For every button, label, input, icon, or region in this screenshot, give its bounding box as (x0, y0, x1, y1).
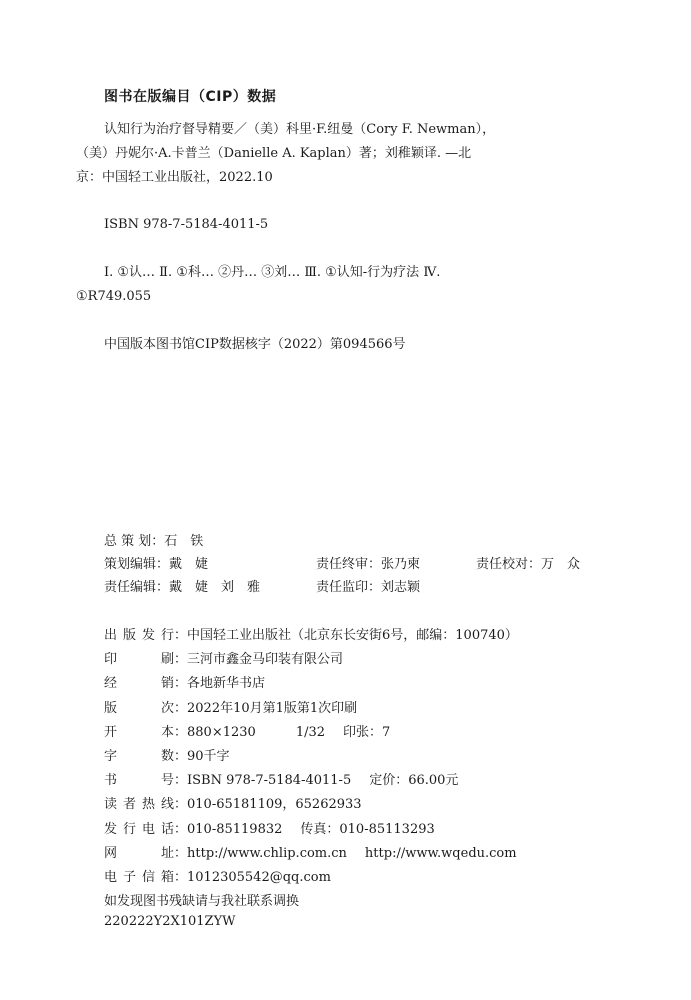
format-row: 开 本：880×1230 1/32 印张：7 (104, 721, 518, 745)
price: 定价：66.00元 (369, 773, 459, 789)
phone-row: 发行电话：010-85119832 传真：010-85113293 (104, 818, 518, 842)
edition-value: 2022年10月第1版第1次印刷 (187, 700, 358, 716)
cip-title: 图书在版编目（CIP）数据 (104, 89, 277, 105)
distributor-value: 各地新华书店 (187, 676, 266, 692)
publisher-label: 出版发行 (104, 628, 174, 643)
publisher-value: 中国轻工业出版社（北京东长安街6号，邮编：100740） (187, 628, 518, 643)
website-row: 网 址：http://www.chlip.com.cn http://www.wqedu.com (104, 842, 518, 866)
distributor-label: 经 销 (104, 676, 174, 692)
book-number-label: 书 号 (104, 773, 174, 789)
printed-sheets: 印张：7 (343, 724, 391, 740)
book-number-row: 书 号：ISBN 978-7-5184-4011-5 定价：66.00元 (104, 769, 518, 793)
code-row (104, 914, 518, 938)
format-value: 880×1230 (187, 724, 256, 740)
edition-label: 版 次 (104, 700, 174, 716)
book-code: 220222Y2X101ZYW (104, 914, 236, 930)
cip-description: 认知行为治疗督导精要／（美）科里·F.纽曼（Cory F. Newman），（美）丹妮尔·A.卡普兰（Danielle A. Kaplan）著；刘稚颖译. —北京：中国轻工业出版社，2022.10 (76, 122, 496, 185)
website-label: 网 址 (104, 845, 174, 861)
phone-value: 010-85119832 (187, 821, 283, 837)
proofreader: 责任校对：万 众 (476, 557, 581, 572)
words-row: 字 数：90千字 (104, 745, 518, 769)
website-link-1[interactable]: http://www.chlip.com.cn (187, 845, 347, 861)
distributor-row: 经 销：各地新华书店 (104, 672, 518, 696)
print-supervisor: 责任监印：刘志颖 (316, 580, 421, 595)
publisher-row: 出版发行：中国轻工业出版社（北京东长安街6号，邮编：100740） (104, 624, 518, 648)
phone-label: 发行电话 (104, 821, 174, 837)
fax: 传真：010-85113293 (300, 821, 435, 837)
words-label: 字 数 (104, 748, 174, 764)
format-label: 开 本 (104, 724, 174, 740)
responsible-editors: 责任编辑：戴 婕 刘 雅 (104, 580, 261, 595)
hotline-label: 读者热线 (104, 797, 174, 813)
printer-row: 印 刷：三河市鑫金马印装有限公司 (104, 648, 518, 672)
cip-classification: Ⅰ. ①认… Ⅱ. ①科… ②丹… ③刘… Ⅲ. ①认知-行为疗法 Ⅳ. ①R749.055 (76, 265, 441, 304)
final-reviewer: 责任终审：张乃柬 (316, 557, 421, 572)
email-row: 电子信箱：1012305542@qq.com (104, 866, 518, 890)
cip-isbn: ISBN 978-7-5184-4011-5 (104, 217, 269, 232)
notice-row (104, 890, 518, 914)
book-number-value: ISBN 978-7-5184-4011-5 (187, 773, 352, 789)
website-link-2[interactable]: http://www.wqedu.com (364, 845, 517, 861)
email-value[interactable]: 1012305542@qq.com (187, 869, 331, 885)
words-value: 90千字 (187, 748, 230, 764)
cip-record-number: 中国版本图书馆CIP数据核字（2022）第094566号 (104, 337, 406, 352)
planning-editor: 策划编辑：戴 婕 (104, 557, 209, 572)
chief-planner: 总 策 划：石 铁 (104, 534, 204, 549)
publication-info (104, 624, 518, 938)
replacement-notice: 如发现图书残缺请与我社联系调换 (104, 894, 300, 910)
hotline-row: 读者热线：010-65181109，65262933 (104, 793, 518, 817)
edition-row: 版 次：2022年10月第1版第1次印刷 (104, 697, 518, 721)
format-size: 1/32 (295, 724, 326, 740)
email-label: 电子信箱 (104, 869, 174, 885)
printer-label: 印 刷 (104, 652, 174, 668)
printer-value: 三河市鑫金马印装有限公司 (187, 652, 344, 668)
hotline-value: 010-65181109，65262933 (187, 797, 362, 813)
